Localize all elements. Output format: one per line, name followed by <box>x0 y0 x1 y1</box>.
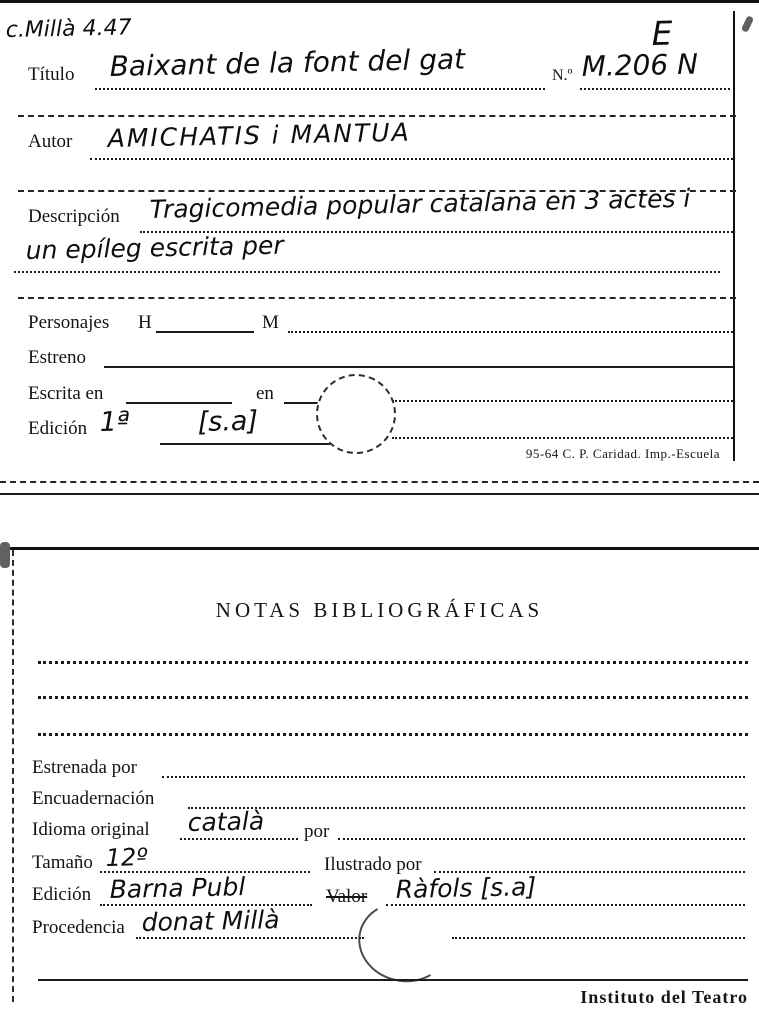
separator-line <box>18 297 736 299</box>
escrita-en-label: Escrita en <box>28 383 104 404</box>
descripcion-handwritten-line1: Tragicomedia popular catalana en 3 actes i <box>149 183 691 224</box>
autor-handwritten-value: AMICHATIS i MANTUA <box>107 117 411 153</box>
procedencia-fill-line-2 <box>452 937 745 939</box>
idioma-por-fill-line <box>338 838 745 840</box>
edicion-label: Edición <box>28 418 88 439</box>
procedencia-label: Procedencia <box>32 917 125 938</box>
tamano-handwritten-value: 12º <box>105 843 148 872</box>
titulo-handwritten-value: Baixant de la font del gat <box>109 42 466 83</box>
instituto-del-teatro-footer: Instituto del Teatro <box>580 987 748 1007</box>
encuadernacion-fill-line <box>188 807 745 809</box>
procedencia-handwritten-value: donat Millà <box>141 905 280 937</box>
descripcion-handwritten-line2: un epíleg escrita per <box>25 230 284 265</box>
escrita-en-fill-line-3 <box>392 400 733 402</box>
estrenada-por-fill-line <box>162 776 745 778</box>
ilustrado-por-label: Ilustrado por <box>324 854 422 875</box>
descripcion-fill-line-2 <box>14 271 720 273</box>
scan-noise-smudge <box>0 542 10 568</box>
personajes-h-label: H <box>138 312 152 333</box>
autor-label: Autor <box>28 131 73 152</box>
edicion2-handwritten-value: Barna Publ <box>109 872 246 904</box>
blank-rule-line-1 <box>38 661 748 664</box>
estrenada-por-label: Estrenada por <box>32 757 137 778</box>
valor-fill-line <box>386 904 745 906</box>
estreno-label: Estreno <box>28 347 87 368</box>
num-fill-line <box>580 88 730 90</box>
edicion-fill-line <box>160 443 330 445</box>
bottom-card-footer-rule <box>38 979 748 981</box>
idioma-original-handwritten-value: català <box>187 806 265 837</box>
bottom-card-top-border <box>10 547 759 550</box>
idioma-original-label: Idioma original <box>32 819 150 840</box>
num-label: N.º <box>552 67 573 84</box>
idioma-por-label: por <box>304 821 330 842</box>
autor-fill-line <box>90 158 733 160</box>
top-card-bottom-dashed-edge <box>0 481 759 483</box>
blank-rule-line-2 <box>38 696 748 699</box>
encuadernacion-label: Encuadernación <box>32 788 155 809</box>
procedencia-fill-line <box>136 937 364 939</box>
edicion-handwritten-value2: [s.a] <box>197 405 259 438</box>
separator-line <box>18 115 736 117</box>
escrita-en-en-label: en <box>256 383 274 404</box>
scan-noise-mark <box>741 15 754 32</box>
edicion-handwritten-value: 1ª <box>99 406 130 438</box>
idioma-original-fill-line <box>180 838 298 840</box>
edicion2-label: Edición <box>32 884 92 905</box>
escrita-en-fill-line-1 <box>126 402 232 404</box>
estreno-fill-line <box>104 366 733 368</box>
personajes-label: Personajes <box>28 312 110 333</box>
personajes-h-fill-line <box>156 331 254 333</box>
printer-credit: 95-64 C. P. Caridad. Imp.-Escuela <box>525 446 720 461</box>
notas-bibliograficas-heading: NOTAS BIBLIOGRÁFICAS <box>215 598 544 622</box>
punch-hole-circle <box>305 363 408 466</box>
top-card-right-border <box>733 11 735 461</box>
personajes-m-fill-line <box>288 331 733 333</box>
valor-handwritten-value: Ràfols [s.a] <box>395 872 537 904</box>
blank-rule-line-3 <box>38 733 748 736</box>
valor-label-struck: Valor <box>326 886 368 907</box>
num-handwritten-value: M.206 N <box>581 47 699 83</box>
letter-mark-annotation: E <box>651 13 673 53</box>
titulo-label: Título <box>28 64 75 85</box>
top-card-top-border <box>0 0 759 3</box>
top-card-bottom-edge <box>0 493 759 495</box>
titulo-fill-line <box>95 88 545 90</box>
personajes-m-label: M <box>262 312 279 333</box>
escrita-en-fill-line-2 <box>284 402 318 404</box>
tamano-label: Tamaño <box>32 852 93 873</box>
edicion-fill-line-2 <box>392 437 733 439</box>
corner-shelfmark-annotation: c.Millà 4.47 <box>5 15 132 43</box>
descripcion-label: Descripción <box>28 206 120 227</box>
